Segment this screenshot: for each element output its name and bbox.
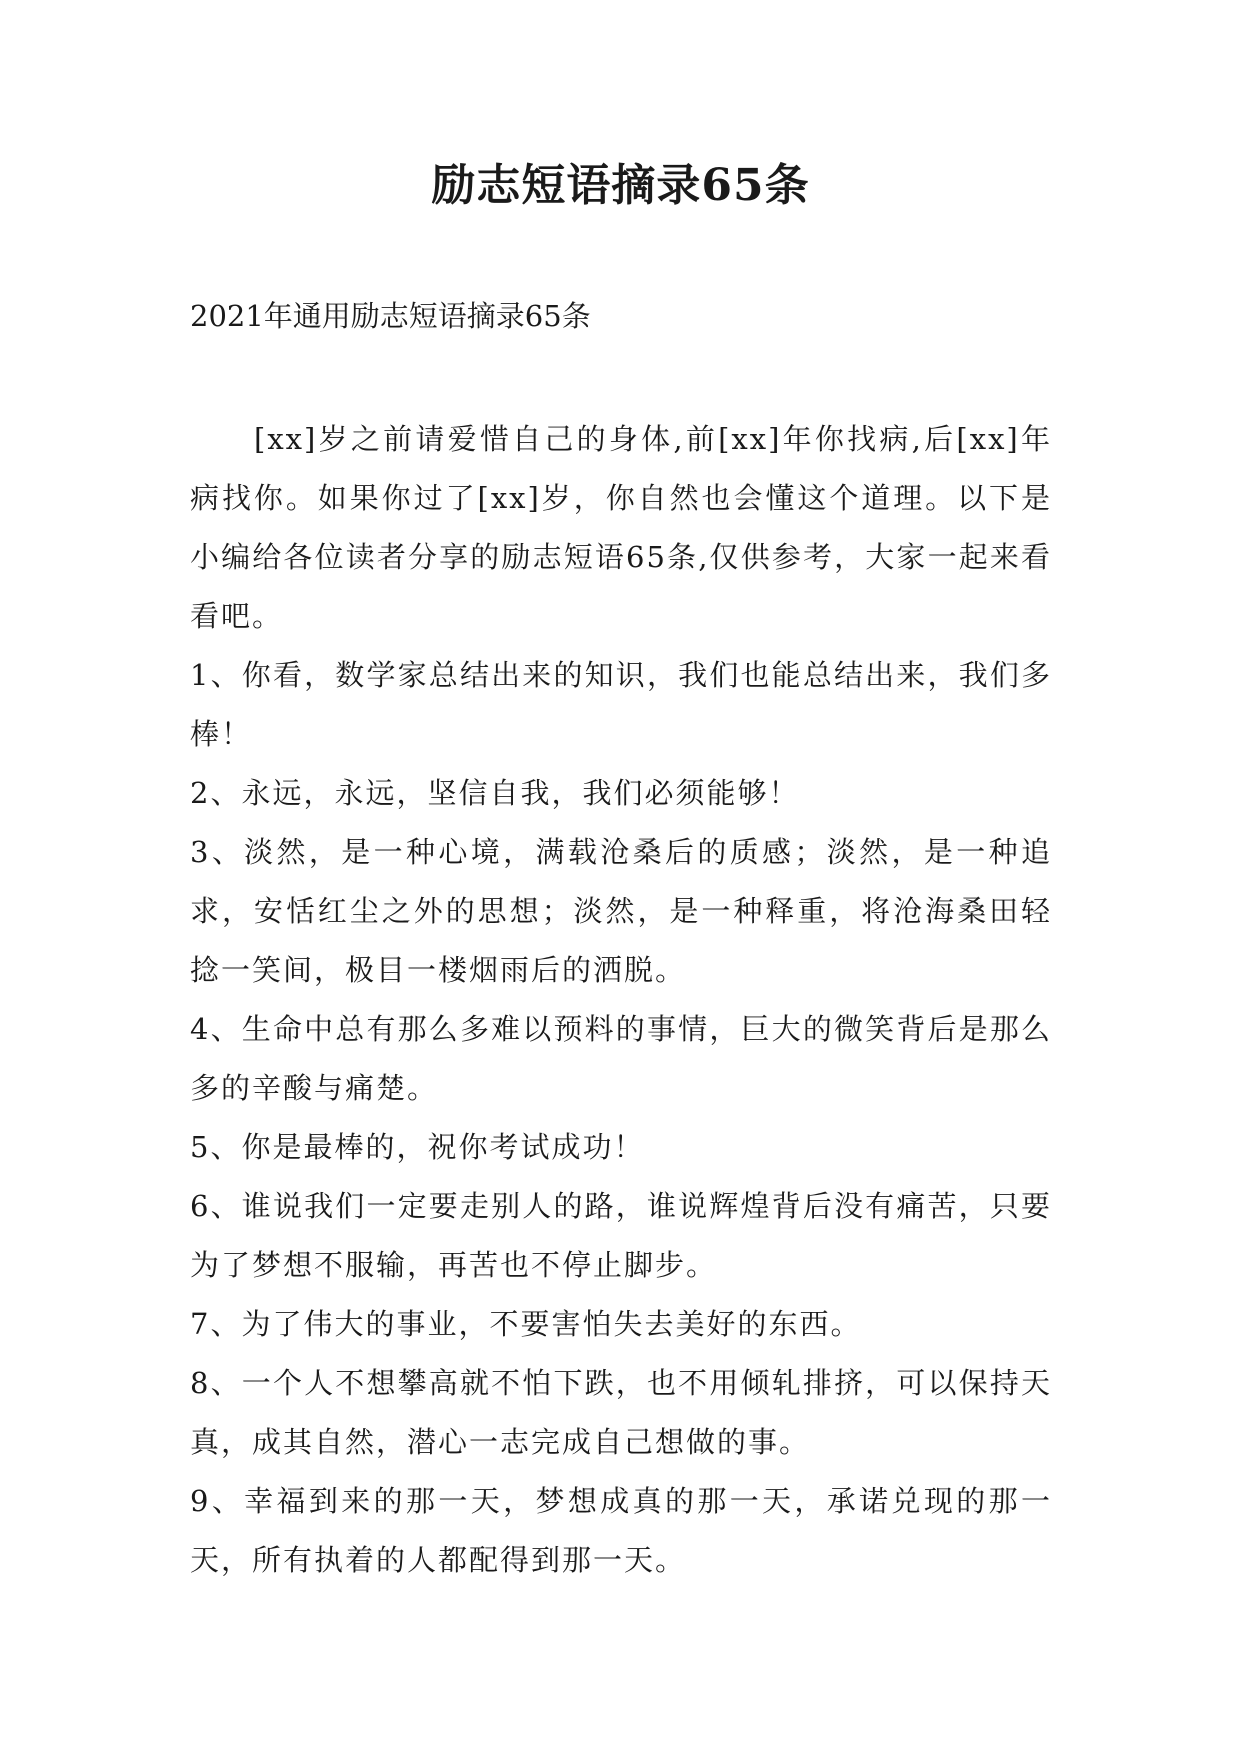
list-item: 5、你是最棒的，祝你考试成功！ <box>190 1130 645 1164</box>
list-item: 1、你看，数学家总结出来的知识，我们也能总结出来，我们多棒！ <box>190 658 1052 751</box>
list-item: 4、生命中总有那么多难以预料的事情，巨大的微笑背后是那么多的辛酸与痛楚。 <box>190 1012 1052 1105</box>
list-item: 9、幸福到来的那一天，梦想成真的那一天，承诺兑现的那一天，所有执着的人都配得到那一天。 <box>190 1484 1052 1577</box>
document-body <box>190 410 1052 1590</box>
intro-paragraph: [xx]岁之前请爱惜自己的身体,前[xx]年你找病,后[xx]年病找你。如果你过了[xx]岁，你自然也会懂这个道理。以下是小编给各位读者分享的励志短语65条,仅供参考，大家一起来看看吧。 <box>190 422 1052 633</box>
list-item: 3、淡然，是一种心境，满载沧桑后的质感；淡然，是一种追求，安恬红尘之外的思想；淡然，是一种释重，将沧海桑田轻捻一笑间，极目一楼烟雨后的洒脱。 <box>190 835 1052 987</box>
document-subtitle: 2021年通用励志短语摘录65条 <box>190 299 591 333</box>
list-item: 7、为了伟大的事业，不要害怕失去美好的东西。 <box>190 1307 862 1341</box>
document-title: 励志短语摘录65条 <box>431 160 810 211</box>
list-item: 6、谁说我们一定要走别人的路，谁说辉煌背后没有痛苦，只要为了梦想不服输，再苦也不停止脚步。 <box>190 1189 1052 1282</box>
list-item: 2、永远，永远，坚信自我，我们必须能够！ <box>190 776 800 810</box>
list-item: 8、一个人不想攀高就不怕下跌，也不用倾轧排挤，可以保持天真，成其自然，潜心一志完成自己想做的事。 <box>190 1366 1052 1459</box>
